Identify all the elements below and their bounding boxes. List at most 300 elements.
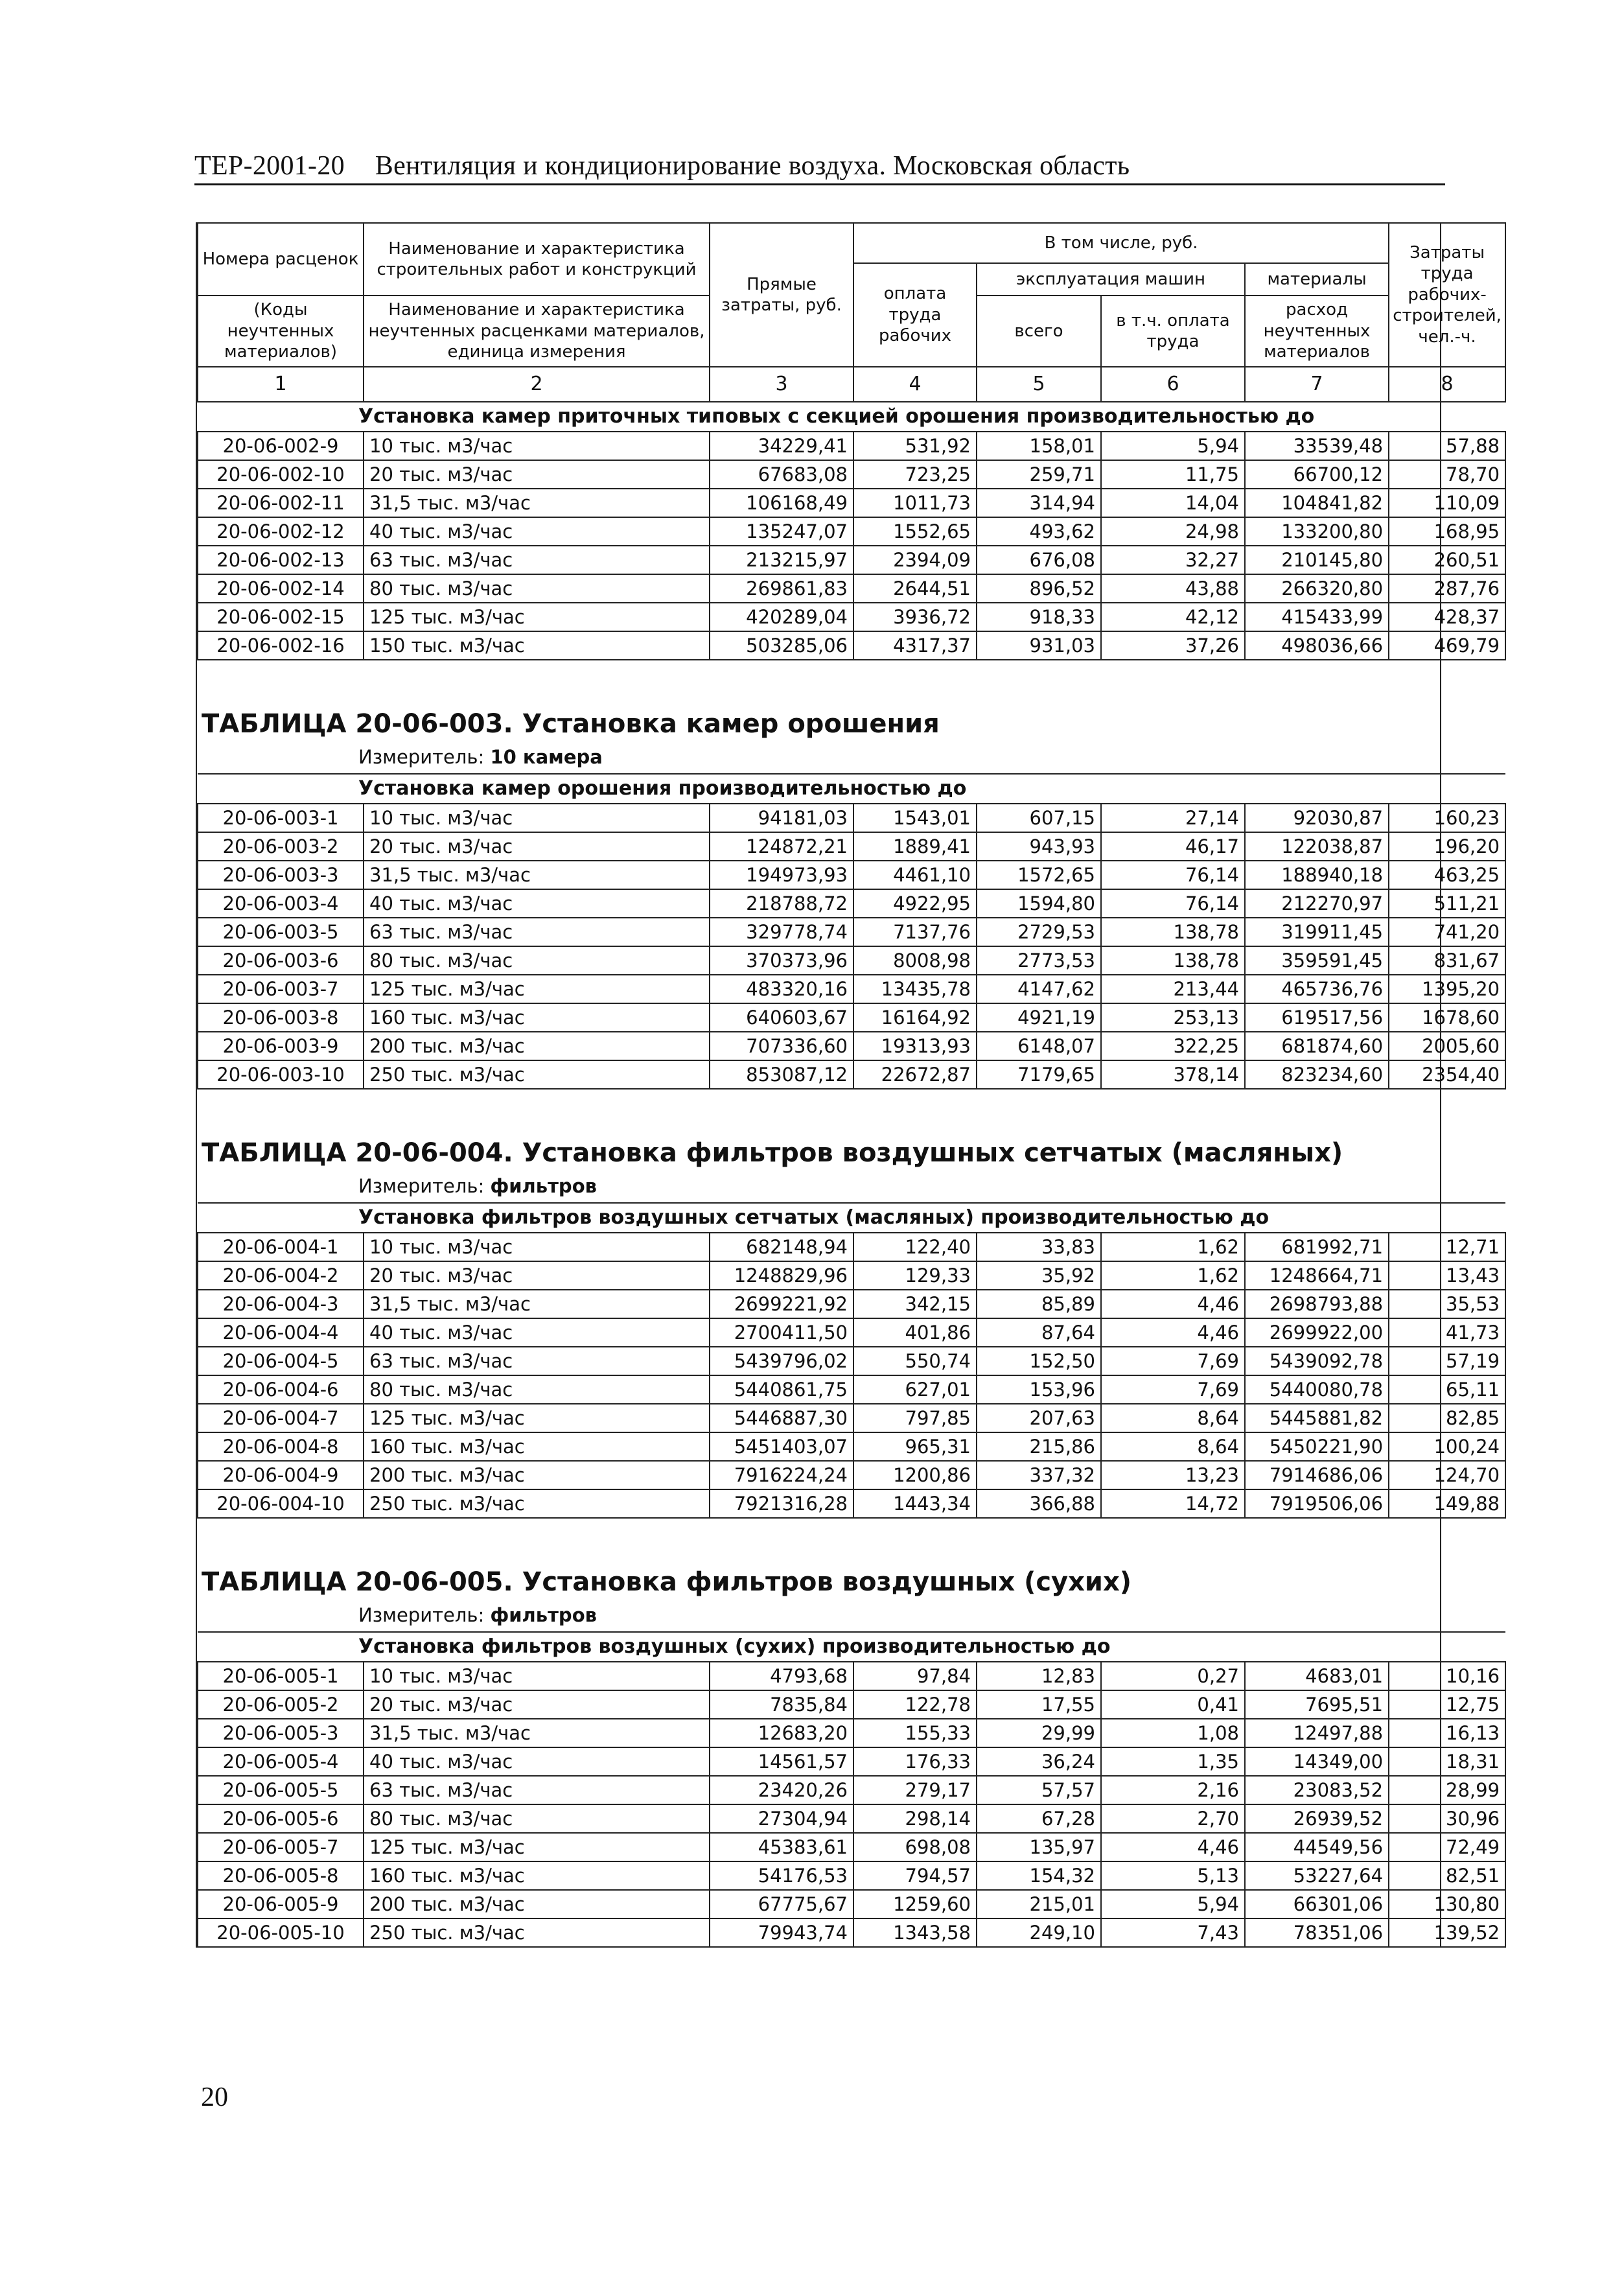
- value-col-3: 4793,68: [710, 1662, 853, 1690]
- rate-code: 20-06-004-9: [198, 1461, 364, 1489]
- value-col-5: 215,86: [977, 1432, 1101, 1461]
- value-col-6: 42,12: [1101, 603, 1245, 631]
- capacity: 125 тыс. м3/час: [364, 1833, 710, 1861]
- value-col-4: 531,92: [853, 432, 977, 460]
- value-col-6: 76,14: [1101, 889, 1245, 918]
- value-col-6: 1,62: [1101, 1261, 1245, 1290]
- header-rule: [194, 183, 1445, 185]
- value-col-6: 2,16: [1101, 1776, 1245, 1804]
- value-col-7: 92030,87: [1245, 804, 1389, 832]
- value-col-4: 129,33: [853, 1261, 977, 1290]
- capacity: 160 тыс. м3/час: [364, 1861, 710, 1890]
- value-col-4: 4461,10: [853, 861, 977, 889]
- table-row: [198, 432, 1505, 460]
- value-col-8: 30,96: [1389, 1804, 1505, 1833]
- rate-code: 20-06-003-1: [198, 804, 364, 832]
- value-col-6: 8,64: [1101, 1432, 1245, 1461]
- capacity: 200 тыс. м3/час: [364, 1461, 710, 1489]
- table-row: [198, 1032, 1505, 1060]
- value-col-6: 7,69: [1101, 1347, 1245, 1375]
- rate-code: 20-06-004-2: [198, 1261, 364, 1290]
- capacity: 20 тыс. м3/час: [364, 832, 710, 861]
- header-material-name: Наименование и характеристика неучтенных расценками материалов, единица измерения: [364, 296, 710, 367]
- price-table-frame: [196, 222, 1502, 1948]
- document-code: ТЕР-2001-20: [194, 151, 345, 181]
- value-col-3: 7835,84: [710, 1690, 853, 1719]
- capacity: 10 тыс. м3/час: [364, 1662, 710, 1690]
- spacer-cell: [198, 1518, 1505, 1533]
- value-col-4: 4317,37: [853, 631, 977, 660]
- value-col-7: 12497,88: [1245, 1719, 1389, 1747]
- value-col-8: 831,67: [1389, 946, 1505, 975]
- table-row: [198, 1747, 1505, 1776]
- value-col-6: 14,72: [1101, 1489, 1245, 1518]
- value-col-6: 4,46: [1101, 1290, 1245, 1318]
- table-row: [198, 861, 1505, 889]
- value-col-5: 676,08: [977, 546, 1101, 574]
- value-col-7: 188940,18: [1245, 861, 1389, 889]
- table-row: [198, 1461, 1505, 1489]
- table-row: [198, 1003, 1505, 1032]
- capacity: 125 тыс. м3/час: [364, 1404, 710, 1432]
- capacity: 10 тыс. м3/час: [364, 432, 710, 460]
- value-col-7: 359591,45: [1245, 946, 1389, 975]
- capacity: 40 тыс. м3/час: [364, 889, 710, 918]
- capacity: 31,5 тыс. м3/час: [364, 1719, 710, 1747]
- value-col-6: 7,69: [1101, 1375, 1245, 1404]
- value-col-3: 213215,97: [710, 546, 853, 574]
- capacity: 40 тыс. м3/час: [364, 1318, 710, 1347]
- value-col-6: 0,27: [1101, 1662, 1245, 1690]
- value-col-4: 2644,51: [853, 574, 977, 603]
- value-col-5: 259,71: [977, 460, 1101, 489]
- value-col-8: 124,70: [1389, 1461, 1505, 1489]
- value-col-6: 4,46: [1101, 1318, 1245, 1347]
- header-unaccounted-materials: расход неучтенных материалов: [1245, 296, 1389, 367]
- table-row: [198, 1833, 1505, 1861]
- value-col-4: 1889,41: [853, 832, 977, 861]
- value-col-3: 640603,67: [710, 1003, 853, 1032]
- rate-code: 20-06-003-8: [198, 1003, 364, 1032]
- rate-code: 20-06-003-3: [198, 861, 364, 889]
- value-col-3: 420289,04: [710, 603, 853, 631]
- value-col-7: 212270,97: [1245, 889, 1389, 918]
- value-col-6: 32,27: [1101, 546, 1245, 574]
- capacity: 63 тыс. м3/час: [364, 546, 710, 574]
- header-machines-labor: в т.ч. оплата труда: [1101, 296, 1245, 367]
- value-col-7: 7919506,06: [1245, 1489, 1389, 1518]
- capacity: 20 тыс. м3/час: [364, 1690, 710, 1719]
- value-col-6: 5,94: [1101, 432, 1245, 460]
- column-number: 6: [1101, 367, 1245, 402]
- value-col-5: 135,97: [977, 1833, 1101, 1861]
- header-labor-hours: Затраты труда рабочих-строителей, чел.-ч.: [1389, 223, 1505, 367]
- rate-code: 20-06-002-14: [198, 574, 364, 603]
- value-col-7: 210145,80: [1245, 546, 1389, 574]
- rate-code: 20-06-002-15: [198, 603, 364, 631]
- value-col-3: 707336,60: [710, 1032, 853, 1060]
- header-worker-pay: оплата труда рабочих: [853, 263, 977, 367]
- running-header: [194, 150, 1442, 181]
- value-col-5: 35,92: [977, 1261, 1101, 1290]
- column-number: 1: [198, 367, 364, 402]
- value-col-4: 342,15: [853, 1290, 977, 1318]
- section-subtitle: Установка фильтров воздушных сетчатых (масляных) производительностью до: [198, 1203, 1505, 1233]
- value-col-4: 1011,73: [853, 489, 977, 517]
- value-col-5: 943,93: [977, 832, 1101, 861]
- value-col-8: 1395,20: [1389, 975, 1505, 1003]
- value-col-5: 67,28: [977, 1804, 1101, 1833]
- rate-code: 20-06-004-8: [198, 1432, 364, 1461]
- value-col-3: 1248829,96: [710, 1261, 853, 1290]
- value-col-6: 1,35: [1101, 1747, 1245, 1776]
- spacer-cell: [198, 1947, 1505, 1948]
- table-row: [198, 489, 1505, 517]
- section-spacer: [198, 1089, 1505, 1104]
- rate-code: 20-06-005-8: [198, 1861, 364, 1890]
- value-col-8: 57,88: [1389, 432, 1505, 460]
- value-col-5: 207,63: [977, 1404, 1101, 1432]
- rate-code: 20-06-002-9: [198, 432, 364, 460]
- value-col-8: 287,76: [1389, 574, 1505, 603]
- value-col-5: 215,01: [977, 1890, 1101, 1918]
- rate-code: 20-06-005-9: [198, 1890, 364, 1918]
- capacity: 200 тыс. м3/час: [364, 1032, 710, 1060]
- table-row: [198, 1347, 1505, 1375]
- value-col-4: 4922,95: [853, 889, 977, 918]
- value-col-6: 378,14: [1101, 1060, 1245, 1089]
- value-col-5: 4147,62: [977, 975, 1101, 1003]
- value-col-5: 4921,19: [977, 1003, 1101, 1032]
- table-end-spacer: [198, 1947, 1505, 1948]
- value-col-5: 153,96: [977, 1375, 1101, 1404]
- value-col-6: 14,04: [1101, 489, 1245, 517]
- rate-code: 20-06-005-10: [198, 1918, 364, 1947]
- value-col-7: 4683,01: [1245, 1662, 1389, 1690]
- value-col-5: 7179,65: [977, 1060, 1101, 1089]
- table-title-row: [198, 675, 1505, 741]
- value-col-7: 415433,99: [1245, 603, 1389, 631]
- meter-row: [198, 1599, 1505, 1632]
- value-col-5: 29,99: [977, 1719, 1101, 1747]
- capacity: 20 тыс. м3/час: [364, 1261, 710, 1290]
- value-col-8: 428,37: [1389, 603, 1505, 631]
- table-row: [198, 1690, 1505, 1719]
- value-col-8: 12,75: [1389, 1690, 1505, 1719]
- table-row: [198, 603, 1505, 631]
- capacity: 80 тыс. м3/час: [364, 574, 710, 603]
- value-col-3: 12683,20: [710, 1719, 853, 1747]
- value-col-6: 213,44: [1101, 975, 1245, 1003]
- capacity: 31,5 тыс. м3/час: [364, 1290, 710, 1318]
- value-col-6: 11,75: [1101, 460, 1245, 489]
- meter: [198, 1170, 1505, 1203]
- column-numbers-row: [198, 367, 1505, 402]
- value-col-8: 72,49: [1389, 1833, 1505, 1861]
- column-number: 7: [1245, 367, 1389, 402]
- value-col-3: 79943,74: [710, 1918, 853, 1947]
- meter: [198, 741, 1505, 774]
- spacer-cell: [198, 1089, 1505, 1104]
- capacity: 40 тыс. м3/час: [364, 517, 710, 546]
- table-row: [198, 1375, 1505, 1404]
- capacity: 63 тыс. м3/час: [364, 1776, 710, 1804]
- value-col-4: 1343,58: [853, 1918, 977, 1947]
- table-header: [198, 223, 1505, 367]
- table-title: ТАБЛИЦА 20-06-004. Установка фильтров воздушных сетчатых (масляных): [202, 1138, 1343, 1168]
- table-row: [198, 1318, 1505, 1347]
- value-col-3: 94181,03: [710, 804, 853, 832]
- value-col-3: 2699221,92: [710, 1290, 853, 1318]
- capacity: 125 тыс. м3/час: [364, 975, 710, 1003]
- value-col-3: 34229,41: [710, 432, 853, 460]
- capacity: 150 тыс. м3/час: [364, 631, 710, 660]
- value-col-6: 76,14: [1101, 861, 1245, 889]
- rate-code: 20-06-005-6: [198, 1804, 364, 1833]
- value-col-4: 627,01: [853, 1375, 977, 1404]
- table-row: [198, 946, 1505, 975]
- value-col-8: 18,31: [1389, 1747, 1505, 1776]
- rate-code: 20-06-003-9: [198, 1032, 364, 1060]
- rate-code: 20-06-005-3: [198, 1719, 364, 1747]
- value-col-8: 110,09: [1389, 489, 1505, 517]
- value-col-8: 16,13: [1389, 1719, 1505, 1747]
- column-number: 3: [710, 367, 853, 402]
- rate-code: 20-06-003-7: [198, 975, 364, 1003]
- value-col-8: 100,24: [1389, 1432, 1505, 1461]
- rate-code: 20-06-005-7: [198, 1833, 364, 1861]
- value-col-4: 2394,09: [853, 546, 977, 574]
- capacity: 31,5 тыс. м3/час: [364, 489, 710, 517]
- value-col-3: 269861,83: [710, 574, 853, 603]
- rate-code: 20-06-002-12: [198, 517, 364, 546]
- table-row: [198, 1060, 1505, 1089]
- table-row: [198, 832, 1505, 861]
- value-col-6: 1,08: [1101, 1719, 1245, 1747]
- value-col-6: 253,13: [1101, 1003, 1245, 1032]
- rate-code: 20-06-002-11: [198, 489, 364, 517]
- value-col-6: 5,13: [1101, 1861, 1245, 1890]
- meter-value: фильтров: [490, 1603, 597, 1626]
- value-col-7: 5445881,82: [1245, 1404, 1389, 1432]
- value-col-4: 1200,86: [853, 1461, 977, 1489]
- value-col-4: 794,57: [853, 1861, 977, 1890]
- value-col-4: 13435,78: [853, 975, 977, 1003]
- price-table: [197, 222, 1506, 1948]
- value-col-5: 154,32: [977, 1861, 1101, 1890]
- table-row: [198, 1776, 1505, 1804]
- value-col-3: 67683,08: [710, 460, 853, 489]
- value-col-7: 7695,51: [1245, 1690, 1389, 1719]
- header-material-codes: (Коды неучтенных материалов): [198, 296, 364, 367]
- value-col-3: 45383,61: [710, 1833, 853, 1861]
- rate-code: 20-06-004-4: [198, 1318, 364, 1347]
- value-col-5: 918,33: [977, 603, 1101, 631]
- value-col-8: 196,20: [1389, 832, 1505, 861]
- value-col-7: 66700,12: [1245, 460, 1389, 489]
- value-col-6: 4,46: [1101, 1833, 1245, 1861]
- value-col-8: 149,88: [1389, 1489, 1505, 1518]
- value-col-3: 682148,94: [710, 1233, 853, 1261]
- table-row: [198, 1918, 1505, 1947]
- value-col-5: 366,88: [977, 1489, 1101, 1518]
- value-col-7: 319911,45: [1245, 918, 1389, 946]
- page-number: 20: [201, 2082, 228, 2112]
- value-col-3: 370373,96: [710, 946, 853, 975]
- rate-code: 20-06-003-5: [198, 918, 364, 946]
- capacity: 160 тыс. м3/час: [364, 1432, 710, 1461]
- capacity: 125 тыс. м3/час: [364, 603, 710, 631]
- rate-code: 20-06-003-4: [198, 889, 364, 918]
- meter: [198, 1599, 1505, 1632]
- value-col-8: 82,85: [1389, 1404, 1505, 1432]
- value-col-3: 5439796,02: [710, 1347, 853, 1375]
- table-row: [198, 1432, 1505, 1461]
- table-row: [198, 1261, 1505, 1290]
- capacity: 20 тыс. м3/час: [364, 460, 710, 489]
- value-col-3: 503285,06: [710, 631, 853, 660]
- value-col-4: 1259,60: [853, 1890, 977, 1918]
- value-col-5: 607,15: [977, 804, 1101, 832]
- capacity: 63 тыс. м3/час: [364, 918, 710, 946]
- value-col-7: 2699922,00: [1245, 1318, 1389, 1347]
- value-col-3: 106168,49: [710, 489, 853, 517]
- value-col-7: 78351,06: [1245, 1918, 1389, 1947]
- rate-code: 20-06-003-6: [198, 946, 364, 975]
- value-col-5: 33,83: [977, 1233, 1101, 1261]
- value-col-5: 493,62: [977, 517, 1101, 546]
- value-col-8: 1678,60: [1389, 1003, 1505, 1032]
- value-col-8: 65,11: [1389, 1375, 1505, 1404]
- value-col-8: 28,99: [1389, 1776, 1505, 1804]
- capacity: 80 тыс. м3/час: [364, 1375, 710, 1404]
- header-machines-total: всего: [977, 296, 1101, 367]
- value-col-3: 27304,94: [710, 1804, 853, 1833]
- value-col-8: 78,70: [1389, 460, 1505, 489]
- section-subtitle: Установка фильтров воздушных (сухих) производительностью до: [198, 1632, 1505, 1662]
- value-col-3: 54176,53: [710, 1861, 853, 1890]
- rate-code: 20-06-004-10: [198, 1489, 364, 1518]
- value-col-7: 26939,52: [1245, 1804, 1389, 1833]
- value-col-5: 337,32: [977, 1461, 1101, 1489]
- value-col-6: 5,94: [1101, 1890, 1245, 1918]
- value-col-5: 6148,07: [977, 1032, 1101, 1060]
- value-col-7: 498036,66: [1245, 631, 1389, 660]
- value-col-7: 23083,52: [1245, 1776, 1389, 1804]
- value-col-7: 5439092,78: [1245, 1347, 1389, 1375]
- section-subtitle-row: [198, 774, 1505, 804]
- value-col-7: 5450221,90: [1245, 1432, 1389, 1461]
- value-col-4: 550,74: [853, 1347, 977, 1375]
- table-row: [198, 1890, 1505, 1918]
- table-title: ТАБЛИЦА 20-06-005. Установка фильтров воздушных (сухих): [202, 1567, 1132, 1597]
- table-row: [198, 460, 1505, 489]
- value-col-3: 7916224,24: [710, 1461, 853, 1489]
- value-col-3: 194973,93: [710, 861, 853, 889]
- document-title: Вентиляция и кондиционирование воздуха. Московская область: [375, 151, 1130, 181]
- section-spacer: [198, 1518, 1505, 1533]
- column-number: 4: [853, 367, 977, 402]
- rate-code: 20-06-004-7: [198, 1404, 364, 1432]
- value-col-5: 12,83: [977, 1662, 1101, 1690]
- value-col-3: 853087,12: [710, 1060, 853, 1089]
- value-col-7: 619517,56: [1245, 1003, 1389, 1032]
- value-col-8: 12,71: [1389, 1233, 1505, 1261]
- capacity: 80 тыс. м3/час: [364, 1804, 710, 1833]
- header-work-name: Наименование и характеристика строительных работ и конструкций: [364, 223, 710, 296]
- value-col-5: 896,52: [977, 574, 1101, 603]
- value-col-5: 57,57: [977, 1776, 1101, 1804]
- header-materials: материалы: [1245, 263, 1389, 296]
- value-col-6: 0,41: [1101, 1690, 1245, 1719]
- header-machine-operation: эксплуатация машин: [977, 263, 1245, 296]
- table-row: [198, 1861, 1505, 1890]
- value-col-7: 2698793,88: [1245, 1290, 1389, 1318]
- value-col-4: 7137,76: [853, 918, 977, 946]
- value-col-7: 122038,87: [1245, 832, 1389, 861]
- value-col-4: 155,33: [853, 1719, 977, 1747]
- value-col-5: 1594,80: [977, 889, 1101, 918]
- value-col-6: 43,88: [1101, 574, 1245, 603]
- value-col-5: 2729,53: [977, 918, 1101, 946]
- value-col-6: 46,17: [1101, 832, 1245, 861]
- value-col-8: 82,51: [1389, 1861, 1505, 1890]
- value-col-5: 249,10: [977, 1918, 1101, 1947]
- value-col-7: 823234,60: [1245, 1060, 1389, 1089]
- value-col-3: 483320,16: [710, 975, 853, 1003]
- value-col-8: 469,79: [1389, 631, 1505, 660]
- table-row: [198, 918, 1505, 946]
- capacity: 250 тыс. м3/час: [364, 1918, 710, 1947]
- column-number: 8: [1389, 367, 1505, 402]
- table-row: [198, 1489, 1505, 1518]
- value-col-7: 266320,80: [1245, 574, 1389, 603]
- value-col-8: 511,21: [1389, 889, 1505, 918]
- table-title-row: [198, 1533, 1505, 1599]
- value-col-7: 14349,00: [1245, 1747, 1389, 1776]
- table-title-row: [198, 1104, 1505, 1170]
- value-col-7: 681992,71: [1245, 1233, 1389, 1261]
- table-row: [198, 631, 1505, 660]
- rate-code: 20-06-004-1: [198, 1233, 364, 1261]
- value-col-7: 7914686,06: [1245, 1461, 1389, 1489]
- value-col-4: 122,78: [853, 1690, 977, 1719]
- value-col-3: 135247,07: [710, 517, 853, 546]
- value-col-6: 8,64: [1101, 1404, 1245, 1432]
- section-subtitle: Установка камер приточных типовых с секцией орошения производительностью до: [198, 402, 1505, 432]
- meter-value: 10 камера: [490, 745, 603, 768]
- value-col-3: 5440861,75: [710, 1375, 853, 1404]
- capacity: 200 тыс. м3/час: [364, 1890, 710, 1918]
- value-col-8: 35,53: [1389, 1290, 1505, 1318]
- table-row: [198, 804, 1505, 832]
- value-col-6: 27,14: [1101, 804, 1245, 832]
- value-col-8: 2005,60: [1389, 1032, 1505, 1060]
- value-col-6: 138,78: [1101, 946, 1245, 975]
- value-col-3: 2700411,50: [710, 1318, 853, 1347]
- column-number: 2: [364, 367, 710, 402]
- rate-code: 20-06-003-10: [198, 1060, 364, 1089]
- rate-code: 20-06-005-4: [198, 1747, 364, 1776]
- value-col-3: 124872,21: [710, 832, 853, 861]
- value-col-8: 160,23: [1389, 804, 1505, 832]
- rate-code: 20-06-005-1: [198, 1662, 364, 1690]
- value-col-6: 138,78: [1101, 918, 1245, 946]
- section-spacer: [198, 660, 1505, 675]
- value-col-8: 741,20: [1389, 918, 1505, 946]
- value-col-7: 53227,64: [1245, 1861, 1389, 1890]
- value-col-8: 10,16: [1389, 1662, 1505, 1690]
